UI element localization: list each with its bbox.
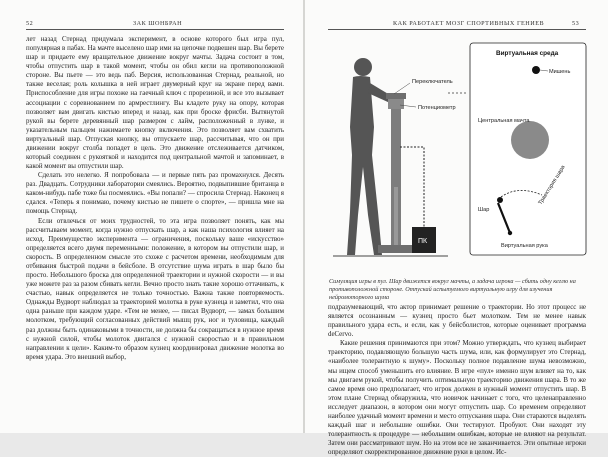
- pc-label: ПК: [418, 238, 428, 245]
- paragraph: Если отвлечься от моих трудностей, то эта игра позволяет понять, как мы рассчитываем момент, когда нужно отпускать шар, а как наша психология влияет на исход. Преимущество эксперимента — ограничения, поскольку ваше «искусство» определяется всего двумя переменными: положение, в котором вы отпустили шар, и скорость. В определенном смысле это схоже с расчетом времени, необходимым для отбивания быстрой подачи в бейсболе. В отсутствие шума играть в шар было бы просто. Небольшого броска для определенной траектории и нужной скорости — и вы уже можете раз за разом сбивать кегли. Вечно просто знать такие хорошо оттачивать, к счастью, навык определяется не только точностью. Важна также повторяемость. Однажды Вудворт наблюдал за траекторией молотка в руке кузнеца и заметил, что она одна раньше при каждом ударе. «Тем не менее, — писал Вудворт, — замах большим молотком, требующий согласованных действий мышц рук, ног и туловища, каждый раз должны быть одинаковыми в точности, не должна бы сокращаться в нужное время с нужной силой, чтобы молоток двигался с нужной скоростью и в правильном направлении к цели». Каким-то образом кузнец координировал движение молотка во время удара. Это внешний выбор,: [26, 216, 284, 361]
- virtual-hand-label: Виртуальная рука: [501, 243, 548, 249]
- paragraph: Какие решения принимаются при этом? Можно утверждать, что кузнец выбирает траекторию, подавляющую большую часть шума, или, как формулирует это Стернад, «наиболее толерантную к шуму». Поскольку полное подавление шума невозможно, мы ищем способ уменьшить его влияние. В игре «пул» именно шум влияет на то, как мы двигаем рукой, чтобы получить оптимальную траекторию движения шара. В то же самое время оно предполагает, что игрок должен в нужный момент отпустить шар. В этом плане Стернад обнаружила, что новичок начинает с того, что целенаправленно исследует диапазон, в котором они могут отпустить шар. Со временем определяют наиболее удачный момент времени и место отпускания шара. Они стараются выделять каждый шаг и небольшие ошибки. Они тестируют. Пробуют. Они находят эту толерантность к процедуре — небольшим ошибкам, которые не влияют на результат. Затем они рассматривают шум. Но на этом все не заканчивается. Эти опытные игроки определяют скорректированное движение руки в целом. Ис-: [328, 339, 586, 457]
- switch-label: Переключатель: [412, 79, 453, 85]
- pool-simulation-figure: [328, 37, 590, 272]
- target-label: Мишень: [549, 69, 571, 75]
- center-mast-label: Центральная мачта: [478, 118, 530, 124]
- ball-icon: [497, 197, 503, 203]
- paragraph: Сделать это нелегко. Я попробовала — и первые пять раз промахнулся. Десять раз. Двадцать. Сотрудники лаборатории смеялись. Вероятно, подвыпившие британца в каком-нибудь пабе тоже бы посмеялись. «Вы попали? — спросила Стернад. Наконец я сдался. «Теперь я понимаю, почему кистью не пишете о спорте», — пришла мне на помощь Стернад.: [26, 171, 284, 216]
- potentiometer-label: Потенциометр: [418, 105, 456, 111]
- left-body-text: [26, 35, 284, 362]
- virtual-environment-panel: [470, 43, 586, 255]
- ball-label: Шар: [478, 207, 490, 213]
- page-number-left: 52: [26, 20, 34, 27]
- header-rule-left: [26, 29, 284, 30]
- page-number-right: 53: [572, 20, 580, 27]
- center-mast-icon: [511, 121, 549, 159]
- left-page: [0, 0, 304, 433]
- header-rule-right: [328, 29, 586, 30]
- figure-caption: Симуляция игры в пул. Шар движется вокруг мачты, а задача игрока — сбить одну кеглю на противоположной стороне. Отпускай испытуемого виртуальную игру для изучения нейромоторного шума: [329, 278, 576, 301]
- paragraph: подразумевающий, что актор принимает решение о траектории. Но этот процесс не является осознанным — кузнец просто бьет молотком. Тем не менее навык правильного удара есть, и если, как у бейсболистов, которые оценивает программа deCervo.: [328, 303, 586, 339]
- apparatus-icon: [378, 93, 414, 253]
- paragraph: лет назад Стернад придумала эксперимент, в основе которого был игра пул, популярная в пабах. На мачте выселено шар ими на цепочке подвешен шар. Вы берете шар и придаете ему вращательное движение вокруг мачты. Задача состоит в том, чтобы отпустить шар в такой момент, чтобы он обил кегли на противоположной стороне. Вы пьете — это ведь паб. Версия, использованная Стернад, реальной, но также веселая; роль колышка в ней играет двумерный круг на экране перед вами. Приспособление для игры похоже на гаечный ключ с прорезиной, и все это вызывает ассоциации с соревнованием по армрестлингу. Вы кладете руку на опору, которая позволяет вам двигать кистью вперед и назад, как при броске фрисби. Вытянутой рукой вы берете деревянный шар размером с лайм, расположенный в лунке, и указательным пальцем нажимаете кнопку включения. Это позволяет вам схватить виртуальный шар. Отпуская кнопку, вы отпускаете шар, рассчитывая, что он при движении вокруг столба попадет в цель. Это движение отслеживается датчиком, который соединен с рукояткой и находится под центральной мачтой и запоминает, в какой момент вы отпустили шар.: [26, 35, 284, 171]
- target-icon: [532, 66, 540, 74]
- running-head-left: ЗАК ШОНБРАН: [133, 20, 183, 27]
- virtual-environment-title: Виртуальная среда: [496, 50, 559, 57]
- trajectory-label: Траектория шара: [537, 164, 567, 207]
- running-head-right: КАК РАБОТАЕТ МОЗГ СПОРТИВНЫХ ГЕНИЕВ: [393, 20, 545, 27]
- virtual-hand-icon: [508, 231, 512, 235]
- right-body-text: [328, 303, 586, 457]
- player-silhouette-icon: [347, 58, 394, 255]
- right-page: [304, 0, 608, 457]
